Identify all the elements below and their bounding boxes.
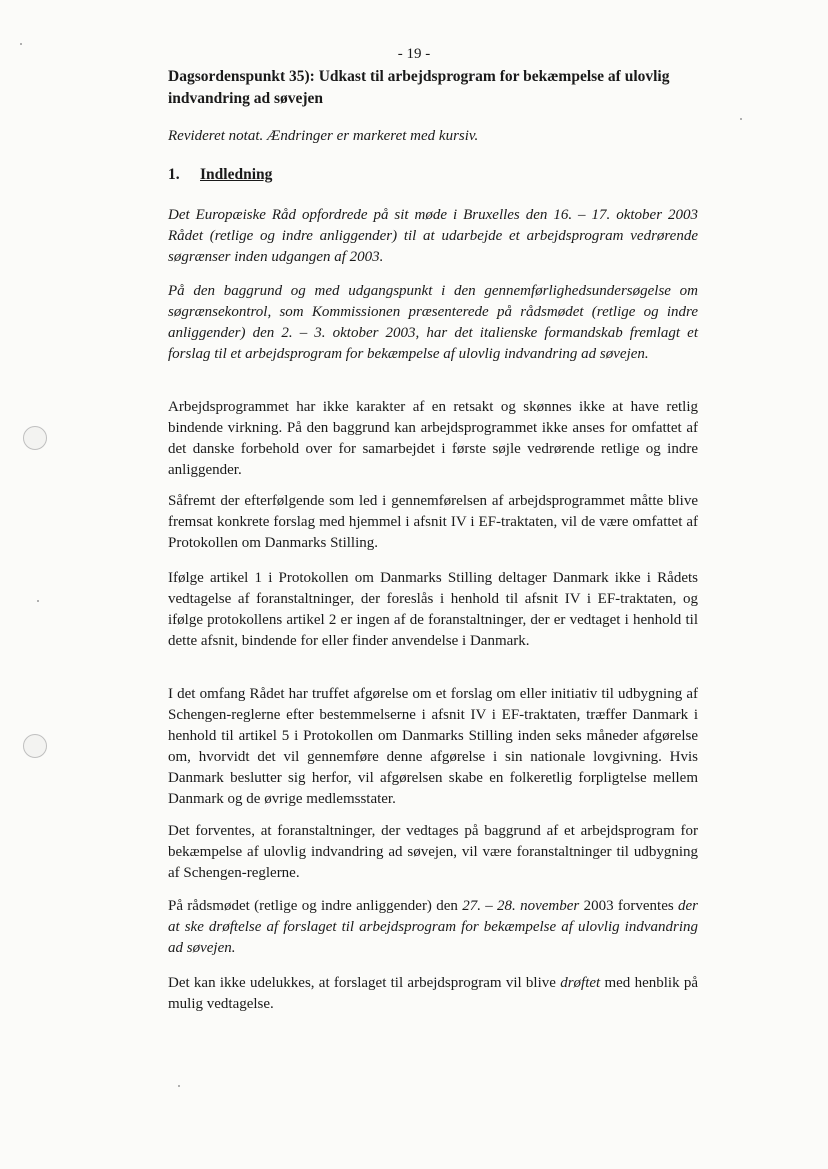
- p8-text-c: 2003 forventes: [579, 898, 678, 914]
- scan-speck: [20, 43, 22, 45]
- scan-speck: [178, 1085, 180, 1087]
- p8-text-b: 27. – 28. november: [462, 898, 580, 914]
- section-number: 1.: [168, 166, 180, 183]
- p8-text-d: der at ske drøftelse af forslaget til arbejdsprogram for bekæmpelse af ulovlig indvandring ad søvejen.: [168, 898, 698, 956]
- section-title: Indledning: [200, 166, 273, 183]
- paragraph-5: Ifølge artikel 1 i Protokollen om Danmarks Stilling deltager Danmark ikke i Rådets vedtagelse af foranstaltninger, der foreslås i henhold til afsnit IV i EF-traktaten, og ifølge protokollens artikel 2 er ingen af de foranstaltninger, der er vedtaget i henhold til dette afsnit, bindende for eller finder anvendelse i Danmark.: [168, 570, 698, 649]
- revised-note: Revideret notat. Ændringer er markeret med kursiv.: [168, 128, 479, 144]
- paragraph-4: Såfremt der efterfølgende som led i gennemførelsen af arbejdsprogrammet måtte blive fremsat konkrete forslag med hjemmel i afsnit IV i EF-traktaten, vil de være omfattet af Protokollen om Danmarks Stilling.: [168, 493, 698, 551]
- scan-speck: [740, 118, 742, 120]
- paragraph-1: Det Europæiske Råd opfordrede på sit møde i Bruxelles den 16. – 17. oktober 2003 Rådet (retlige og indre anliggender) til at udarbejde et arbejdsprogram vedrørende søgrænser inden udgangen af 2003.: [168, 207, 698, 265]
- punch-hole-bottom: [23, 734, 47, 758]
- p9-text-c: med henblik på mulig vedtagelse.: [168, 975, 698, 1012]
- paragraph-2: På den baggrund og med udgangspunkt i den gennemførlighedsundersøgelse om søgrænsekontrol, som Kommissionen præsenterede på rådsmødet (retlige og indre anliggender) den 2. – 3. oktober 2003, har det italienske formandskab fremlagt et forslag til et arbejdsprogram for bekæmpelse af ulovlig indvandring ad søvejen.: [168, 283, 698, 362]
- paragraph-9: [168, 973, 698, 1015]
- punch-hole-top: [23, 426, 47, 450]
- paragraph-3: Arbejdsprogrammet har ikke karakter af en retsakt og skønnes ikke at have retlig bindende virkning. På den baggrund kan arbejdsprogrammet ikke anses for omfattet af det danske forbehold over for samarbejdet i første søjle vedrørende retlige og indre anliggender.: [168, 399, 698, 478]
- p9-text-a: Det kan ikke udelukkes, at forslaget til arbejdsprogram vil blive: [168, 975, 561, 991]
- paragraph-7: Det forventes, at foranstaltninger, der vedtages på baggrund af et arbejdsprogram for bekæmpelse af ulovlig indvandring ad søvejen, vil være foranstaltninger til udbygning af Schengen-reglerne.: [168, 823, 698, 881]
- page-number: - 19 -: [397, 46, 431, 62]
- paragraph-6: I det omfang Rådet har truffet afgørelse om et forslag om eller initiativ til udbygning af Schengen-reglerne efter bestemmelserne i afsnit IV i EF-traktaten, træffer Danmark i henhold til artikel 5 i Protokollen om Danmarks Stilling inden seks måneder afgørelse om, hvorvidt det vil gennemføre denne afgørelse i sin nationale lovgivning. Hvis Danmark beslutter sig herfor, vil afgørelsen skabe en folkeretlig forpligtelse mellem Danmark og de øvrige medlemsstater.: [168, 686, 698, 807]
- section-heading: [168, 166, 272, 184]
- p8-text-a: På rådsmødet (retlige og indre anliggender) den: [168, 898, 463, 914]
- scan-speck: [37, 600, 39, 602]
- paragraph-8: [168, 896, 698, 959]
- p9-text-b: drøftet: [560, 975, 601, 991]
- agenda-title: Dagsordenspunkt 35): Udkast til arbejdsprogram for bekæmpelse af ulovlig indvandring ad søvejen: [168, 68, 670, 107]
